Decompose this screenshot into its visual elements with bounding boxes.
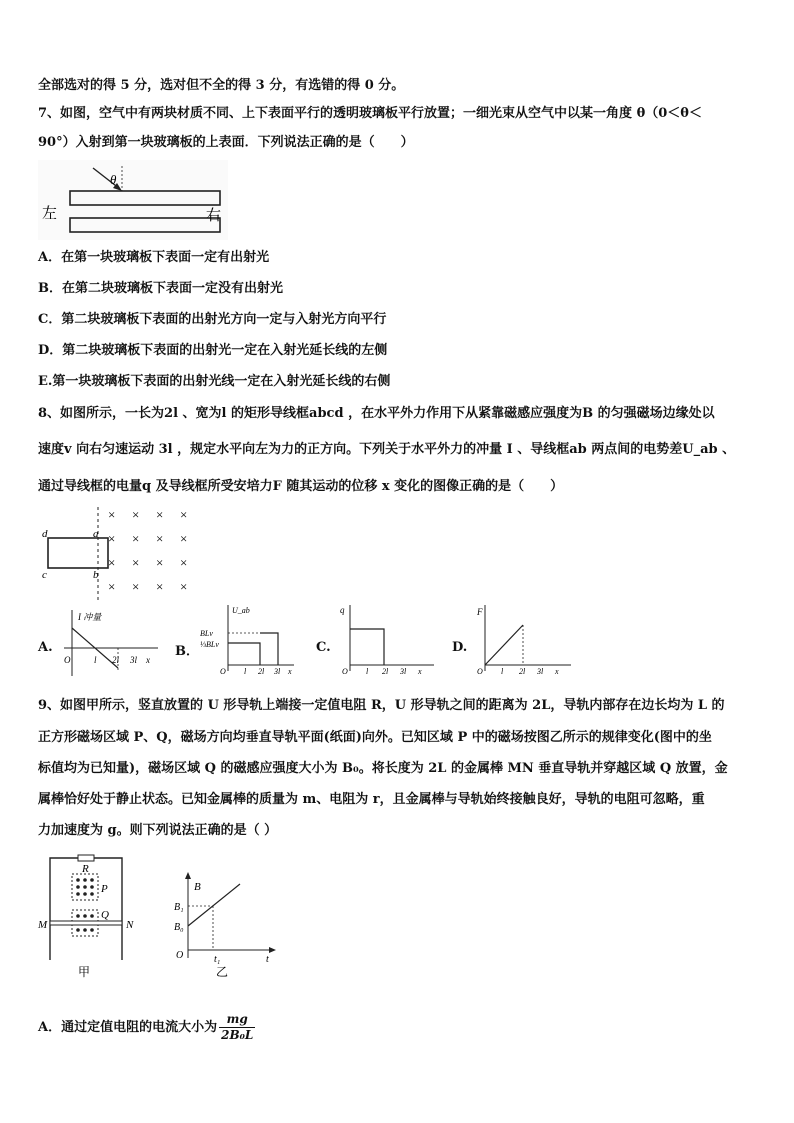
q8-stem-line1: 8、如图所示，一长为2l 、宽为l 的矩形导线框abcd ，在水平外力作用下从紧靠磁感应强度为B 的匀强磁场边缘处以 [38,406,715,421]
svg-text:×: × [108,555,116,570]
q9-option-a-text: A．通过定值电阻的电流大小为 [38,1020,218,1035]
q9-figure-jia [38,852,148,982]
graph-a-xlabel: x [146,655,150,665]
q9-option-a[interactable] [38,1012,255,1043]
q8-option-c-label[interactable]: C. [316,640,331,655]
graph-a-ylabel: I 冲量 [78,612,102,622]
wire-frame [48,538,108,568]
graph-c-ylabel: q [340,605,345,615]
graph-b-tick-2l: 2l [258,667,265,676]
svg-text:×: × [108,579,116,594]
graph-b-ytick-1: BLv [200,629,213,638]
graph-a-origin: O [64,655,71,665]
graph-c-tick-3l: 3l [400,667,407,676]
label-o: O [176,950,184,961]
fraction-denominator: 2B₀L [221,1028,254,1042]
magnetic-field-crosses [108,507,187,594]
graph-b-tick-3l: 3l [274,667,281,676]
label-t1: t₁ [214,954,221,965]
label-b: B [194,881,201,893]
graph-b-step-2 [260,633,278,665]
caption-jia: 甲 [78,965,91,979]
y-arrow [185,872,191,879]
q7-option-d[interactable]: D．第二块玻璃板下表面的出射光一定在入射光延长线的左侧 [38,343,388,358]
graph-b-ytick-2: ⅓BLv [200,640,219,649]
q9-figure-yi [170,872,280,982]
resistor [78,855,94,861]
graph-a-tick-3l: 3l [130,655,138,665]
q7-stem-line1: 7、如图，空气中有两块材质不同、上下表面平行的透明玻璃板平行放置；一细光束从空气中以某一角度 θ（0＜θ＜ [38,106,702,121]
region-p-dots [76,878,94,896]
q7-option-e[interactable]: E.第一块玻璃板下表面的出射光线一定在入射光延长线的右侧 [38,374,391,389]
svg-text:×: × [132,579,140,594]
graph-d-xlabel: x [555,667,559,676]
graph-c-origin: O [342,667,348,676]
fraction-numerator: mg [219,1012,255,1028]
q8-stem-line2: 速度v 向右匀速运动 3l ，规定水平向左为力的正方向。下列关于水平外力的冲量 I 、导线框ab 两点间的电势差U_ab 、 [38,442,736,457]
q7-glass-figure [38,160,228,240]
q7-option-a[interactable]: A．在第一块玻璃板下表面一定有出射光 [38,250,270,265]
label-d: d [42,528,48,540]
svg-text:×: × [180,531,188,546]
label-a: a [93,528,99,540]
q7-stem-line2: 90°）入射到第一块玻璃板的上表面．下列说法正确的是（ ） [38,135,414,150]
q8-frame-figure [38,505,198,605]
x-arrow [269,947,276,953]
q8-stem-line3: 通过导线框的电量q 及导线框所受安培力F 随其运动的位移 x 变化的图像正确的是（ ） [38,479,564,494]
q8-graph-d[interactable] [475,603,575,675]
svg-text:×: × [108,507,116,522]
q9-option-a-fraction [219,1012,255,1043]
q9-stem-line2: 正方形磁场区域 P、Q，磁场方向均垂直导轨平面(纸面)向外。已知区域 P 中的磁场按图乙所示的规律变化(图中的坐 [38,730,712,745]
svg-text:×: × [180,579,188,594]
q9-stem-line5: 力加速度为 g。则下列说法正确的是（ ） [38,823,278,838]
graph-d-ylabel: F [477,607,483,617]
q8-option-d-label[interactable]: D. [452,640,468,655]
label-right: 右 [206,208,222,224]
svg-text:×: × [132,507,140,522]
q8-graph-c[interactable] [338,603,438,675]
label-left: 左 [42,206,58,222]
label-t: t [266,954,269,965]
graph-d-tick-2l: 2l [519,667,526,676]
label-m: M [38,919,48,931]
graph-b-tick-l: l [244,667,247,676]
q9-stem-line1: 9、如图甲所示，竖直放置的 U 形导轨上端接一定值电阻 R，U 形导轨之间的距离为 2L，导轨内部存在边长均为 L 的 [38,698,725,713]
label-r: R [82,863,89,875]
graph-a-tick-2l: 2l [112,655,120,665]
metal-rod-mn [50,921,122,925]
svg-text:×: × [108,531,116,546]
graph-b-ylabel: U_ab [232,606,250,615]
svg-text:×: × [180,507,188,522]
svg-text:×: × [156,531,164,546]
graph-b-step-1 [228,643,260,665]
q9-stem-line4: 属棒恰好处于静止状态。已知金属棒的质量为 m、电阻为 r，且金属棒与导轨始终接触良好，导轨的电阻可忽略，重 [38,792,705,807]
svg-text:×: × [156,579,164,594]
label-n: N [126,919,134,931]
svg-text:×: × [156,507,164,522]
svg-text:×: × [132,531,140,546]
caption-yi: 乙 [216,965,229,979]
q8-graph-b[interactable] [198,603,298,675]
graph-b-origin: O [220,667,226,676]
angle-theta: θ [110,172,117,187]
q7-option-c[interactable]: C．第二块玻璃板下表面的出射光方向一定与入射光方向平行 [38,312,387,327]
graph-c-curve [350,629,384,665]
label-b1: B₁ [174,902,184,913]
svg-text:×: × [180,555,188,570]
header-line: 全部选对的得 5 分，选对但不全的得 3 分，有选错的得 0 分。 [38,78,405,93]
graph-d-tick-3l: 3l [537,667,544,676]
graph-c-tick-l: l [366,667,369,676]
q9-stem-line3: 标值均为已知量)，磁场区域 Q 的磁感应强度大小为 B₀。将长度为 2L 的金属棒 MN 垂直导轨并穿越区域 Q 放置，金 [38,761,728,776]
graph-c-xlabel: x [418,667,422,676]
q8-graph-a[interactable] [62,608,162,678]
label-c: c [42,569,47,581]
svg-text:×: × [156,555,164,570]
label-p: P [101,883,108,895]
label-b: b [93,569,99,581]
q8-option-a-label[interactable]: A. [38,640,53,655]
graph-a-tick-l: l [94,655,97,665]
label-b0: B₀ [174,922,184,933]
graph-d-origin: O [477,667,483,676]
graph-d-curve [485,625,523,665]
q8-option-b-label[interactable]: B． [175,644,199,659]
graph-b-xlabel: x [288,667,292,676]
graph-c-tick-2l: 2l [382,667,389,676]
svg-text:×: × [132,555,140,570]
label-q: Q [101,909,109,921]
q7-option-b[interactable]: B．在第二块玻璃板下表面一定没有出射光 [38,281,283,296]
graph-d-tick-l: l [501,667,504,676]
